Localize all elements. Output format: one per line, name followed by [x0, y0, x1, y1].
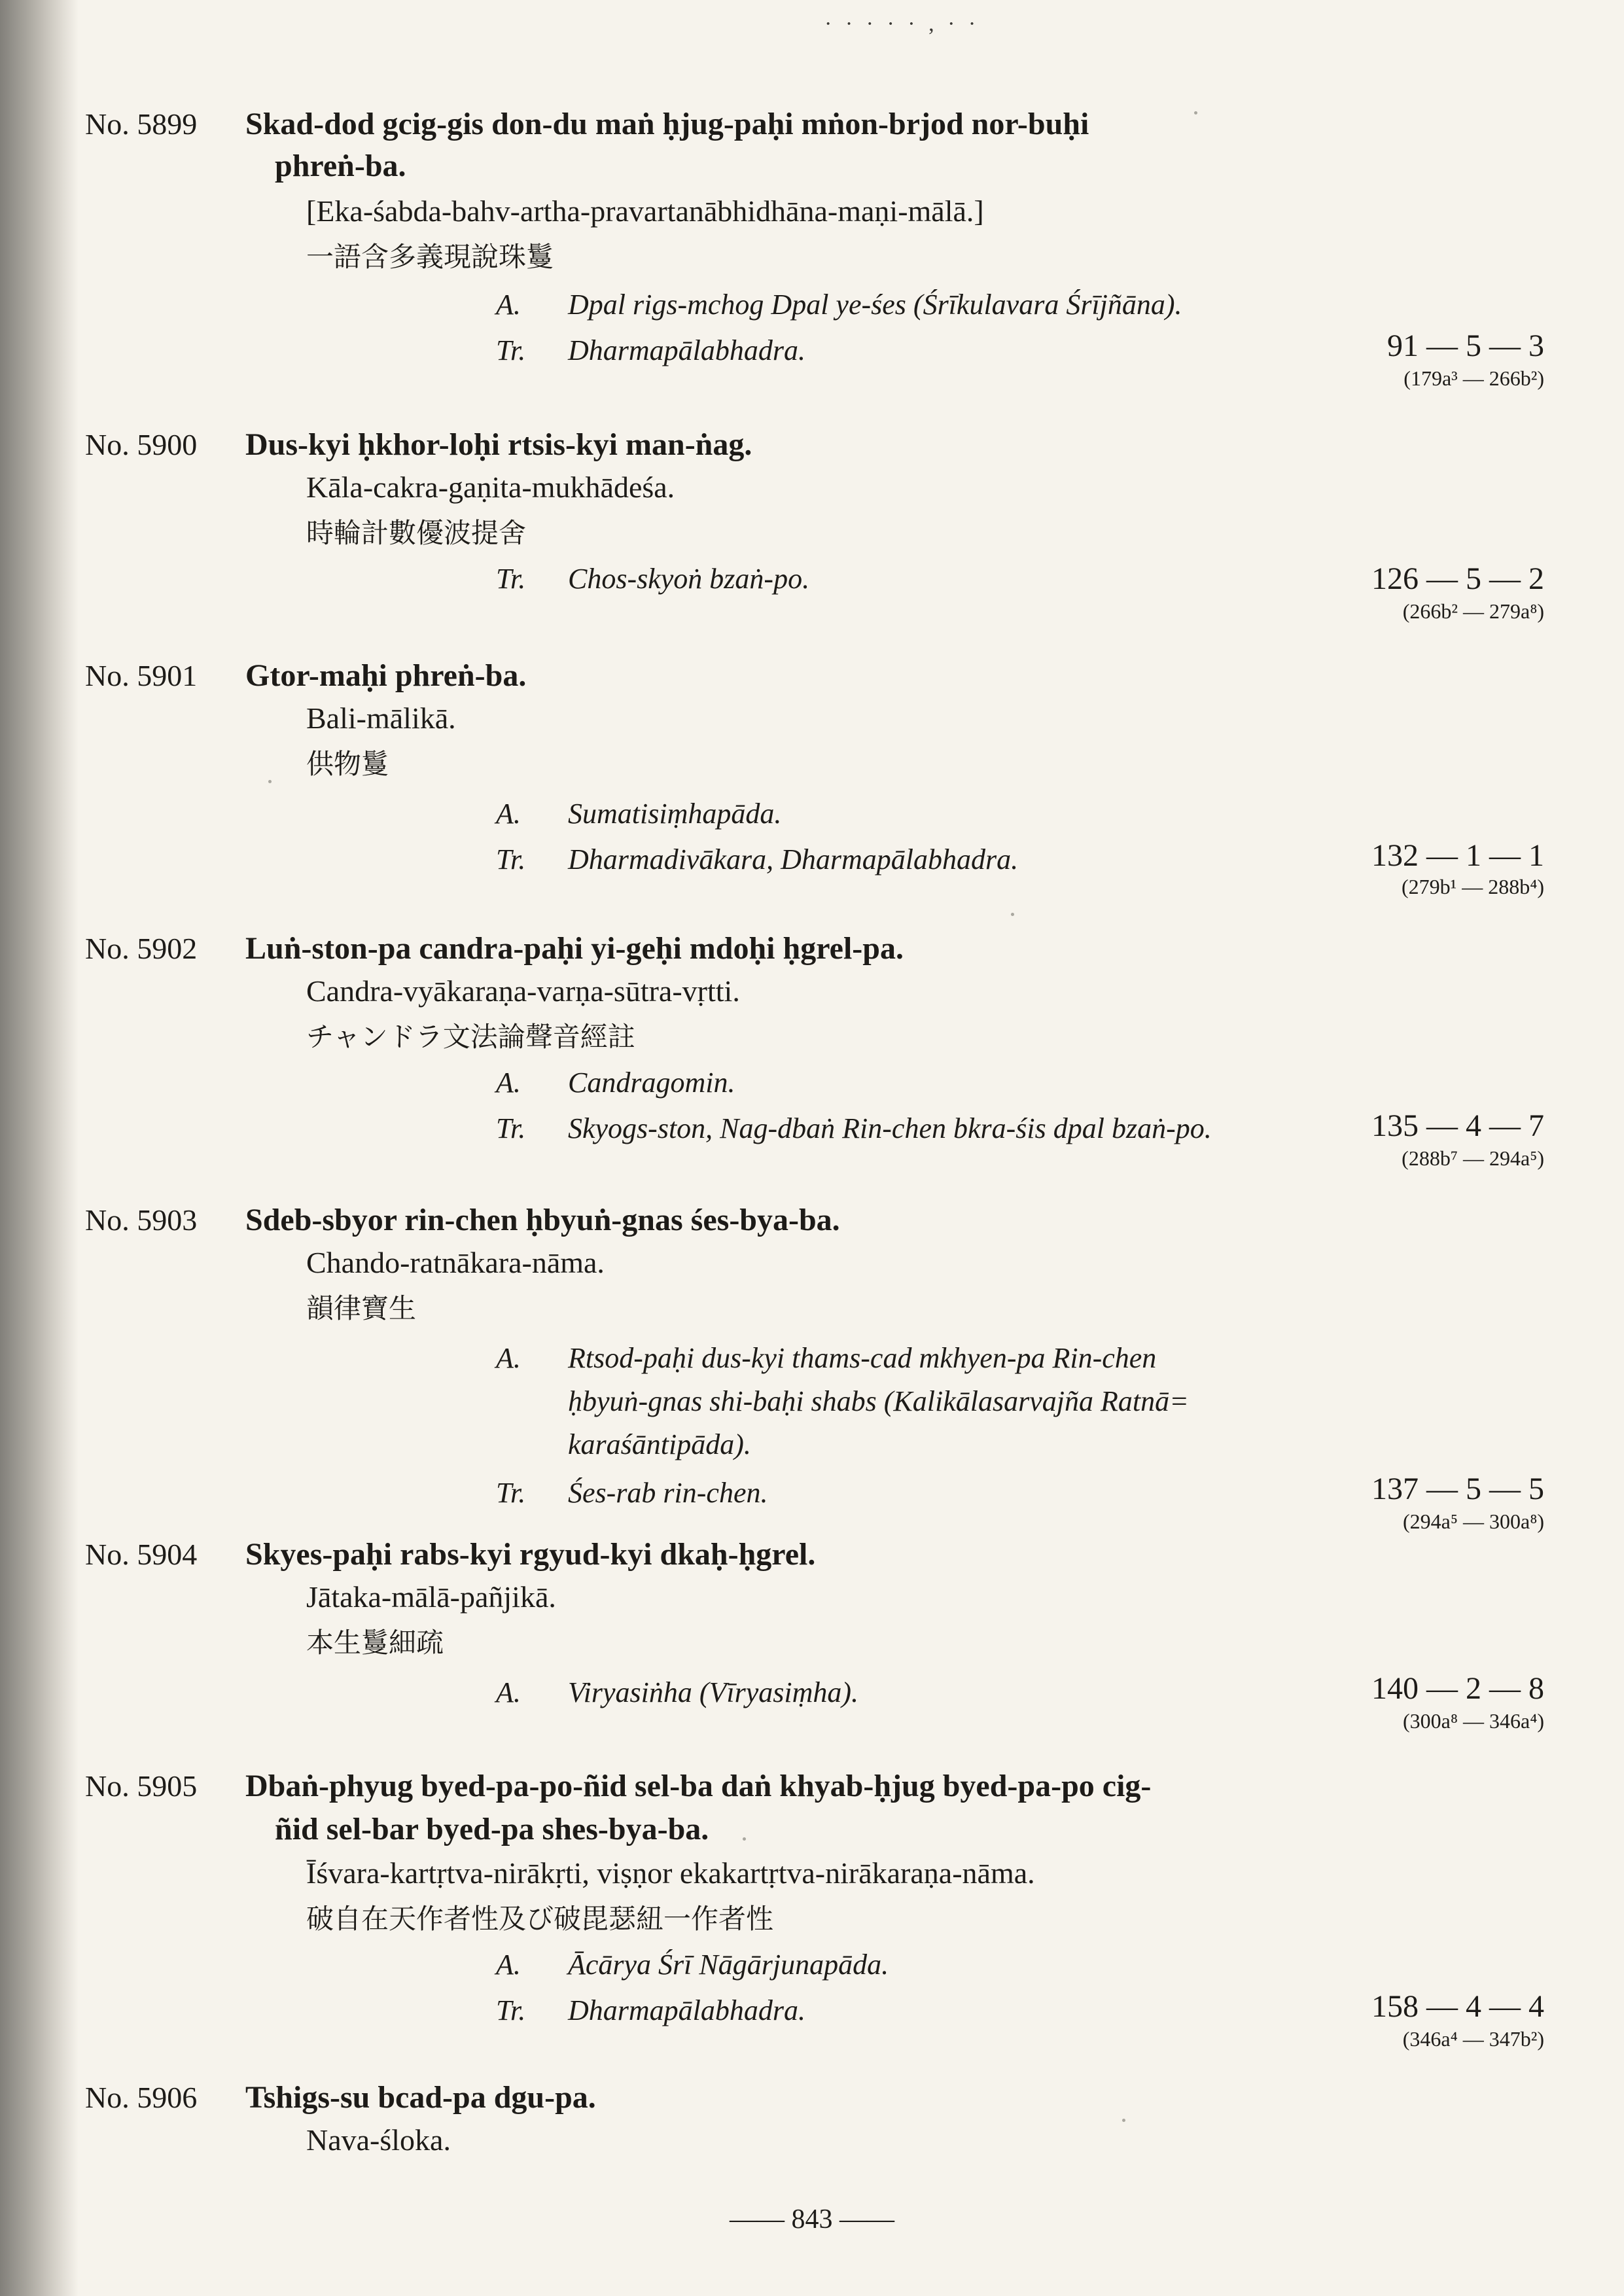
tibetan-title-line-1: Luṅ-ston-pa candra-paḥi yi-geḥi mdoḥi ḥgrel-pa. [245, 931, 904, 966]
translator-name: Dharmapālabhadra. [568, 334, 806, 366]
translator-label: Tr. [496, 1477, 526, 1509]
sanskrit-title: [Eka-śabda-bahv-artha-pravartanābhidhāna-maṇi-mālā.] [306, 194, 984, 228]
entry-number: No. 5906 [85, 2081, 198, 2114]
sanskrit-title: Candra-vyākaraṇa-varṇa-sūtra-vṛtti. [306, 974, 740, 1008]
sanskrit-title: Īśvara-kartṛtva-nirākṛti, viṣṇor ekakartṛtva-nirākaraṇa-nāma. [306, 1856, 1035, 1890]
author-name-line-1: Rtsod-paḥi dus-kyi thams-cad mkhyen-pa Rin-chen [568, 1342, 1157, 1374]
cut-off-running-header: · · · · · , · · [824, 12, 980, 36]
entry-number: No. 5900 [85, 428, 198, 461]
scan-speck [268, 780, 272, 783]
translator-name: Skyogs-ston, Nag-dbaṅ Rin-chen bkra-śis dpal bzaṅ-po. [568, 1112, 1212, 1144]
author-name: Dpal rigs-mchog Dpal ye-śes (Śrīkulavara Śrījñāna). [568, 289, 1182, 321]
tibetan-title-line-1: Sdeb-sbyor rin-chen ḥbyuṅ-gnas śes-bya-ba. [245, 1203, 840, 1237]
author-label: A. [496, 1067, 521, 1099]
author-name: Viryasiṅha (Vīryasiṃha). [568, 1676, 859, 1708]
author-name: Ācārya Śrī Nāgārjunapāda. [568, 1949, 889, 1981]
translator-name: Dharmadivākara, Dharmapālabhadra. [568, 843, 1019, 875]
entry-number: No. 5904 [85, 1538, 198, 1571]
volume-page-ref: 91 — 5 — 3 [1387, 328, 1544, 363]
tibetan-title-line-1: Dbaṅ-phyug byed-pa-po-ñid sel-ba daṅ khyab-ḥjug byed-pa-po cig- [245, 1769, 1152, 1803]
author-label: A. [496, 289, 521, 321]
scan-speck [1011, 913, 1014, 916]
volume-page-ref: 158 — 4 — 4 [1371, 1989, 1544, 2024]
translator-name: Śes-rab rin-chen. [568, 1477, 768, 1509]
tibetan-title-line-1: Dus-kyi ḥkhor-loḥi rtsis-kyi man-ṅag. [245, 427, 752, 462]
scan-speck [1194, 111, 1197, 115]
japanese-title: チャンドラ文法論聲音經註 [306, 1021, 635, 1053]
volume-page-ref: 132 — 1 — 1 [1371, 838, 1544, 873]
japanese-title: 破自在天作者性及び破毘瑟紐一作者性 [306, 1903, 774, 1935]
folio-range: (179a³ — 266b²) [1403, 366, 1544, 390]
tibetan-title-line-2: ñid sel-bar byed-pa shes-bya-ba. [275, 1812, 709, 1846]
translator-label: Tr. [496, 1994, 526, 2026]
folio-range: (300a⁸ — 346a⁴) [1402, 1709, 1544, 1733]
scan-speck [1122, 2119, 1125, 2122]
translator-label: Tr. [496, 843, 526, 875]
folio-range: (266b² — 279a⁸) [1402, 599, 1544, 623]
japanese-title: 本生鬘細疏 [306, 1627, 444, 1659]
tibetan-title-line-1: Tshigs-su bcad-pa dgu-pa. [245, 2080, 596, 2115]
entry-number: No. 5903 [85, 1203, 198, 1237]
japanese-title: 供物鬘 [306, 748, 389, 780]
japanese-title: 一語含多義現說珠鬘 [306, 241, 554, 273]
sanskrit-title: Nava-śloka. [306, 2123, 451, 2157]
japanese-title: 時輪計數優波提舍 [306, 517, 527, 549]
entry-number: No. 5905 [85, 1769, 198, 1803]
sanskrit-title: Chando-ratnākara-nāma. [306, 1246, 605, 1279]
folio-range: (294a⁵ — 300a⁸) [1402, 1510, 1544, 1533]
author-label: A. [496, 798, 521, 830]
book-gutter-shadow [0, 0, 79, 2296]
tibetan-title-line-1: Skyes-paḥi rabs-kyi rgyud-kyi dkaḥ-ḥgrel. [245, 1537, 816, 1572]
author-name: Candragomin. [568, 1067, 735, 1099]
author-name-line-2: ḥbyuṅ-gnas shi-baḥi shabs (Kalikālasarvajña Ratnā= [568, 1385, 1189, 1417]
tibetan-title-line-1: Skad-dod gcig-gis don-du maṅ ḥjug-paḥi mṅon-brjod nor-buḥi [245, 107, 1089, 141]
volume-page-ref: 126 — 5 — 2 [1371, 561, 1544, 596]
page-number: —— 843 —— [730, 2204, 894, 2234]
author-name: Sumatisiṃhapāda. [568, 798, 782, 830]
entry-number: No. 5901 [85, 659, 198, 692]
volume-page-ref: 135 — 4 — 7 [1371, 1108, 1544, 1143]
sanskrit-title: Kāla-cakra-gaṇita-mukhādeśa. [306, 470, 675, 504]
sanskrit-title: Bali-mālikā. [306, 701, 456, 735]
japanese-title: 韻律寶生 [306, 1292, 417, 1324]
scan-speck [743, 1837, 746, 1841]
author-label: A. [496, 1342, 521, 1374]
translator-label: Tr. [496, 334, 526, 366]
author-name-line-3: karaśāntipāda). [568, 1428, 751, 1460]
author-label: A. [496, 1949, 521, 1981]
folio-range: (288b⁷ — 294a⁵) [1402, 1146, 1544, 1170]
author-label: A. [496, 1676, 521, 1708]
folio-range: (279b¹ — 288b⁴) [1401, 875, 1544, 898]
translator-label: Tr. [496, 563, 526, 595]
translator-name: Chos-skyoṅ bzaṅ-po. [568, 563, 810, 595]
folio-range: (346a⁴ — 347b²) [1402, 2027, 1544, 2051]
volume-page-ref: 137 — 5 — 5 [1371, 1472, 1544, 1506]
entry-number: No. 5902 [85, 932, 198, 965]
translator-name: Dharmapālabhadra. [568, 1994, 806, 2026]
tibetan-title-line-1: Gtor-maḥi phreṅ-ba. [245, 658, 527, 693]
volume-page-ref: 140 — 2 — 8 [1371, 1671, 1544, 1706]
sanskrit-title: Jātaka-mālā-pañjikā. [306, 1580, 556, 1614]
translator-label: Tr. [496, 1112, 526, 1144]
tibetan-title-line-2: phreṅ-ba. [275, 149, 406, 183]
entry-number: No. 5899 [85, 107, 198, 141]
